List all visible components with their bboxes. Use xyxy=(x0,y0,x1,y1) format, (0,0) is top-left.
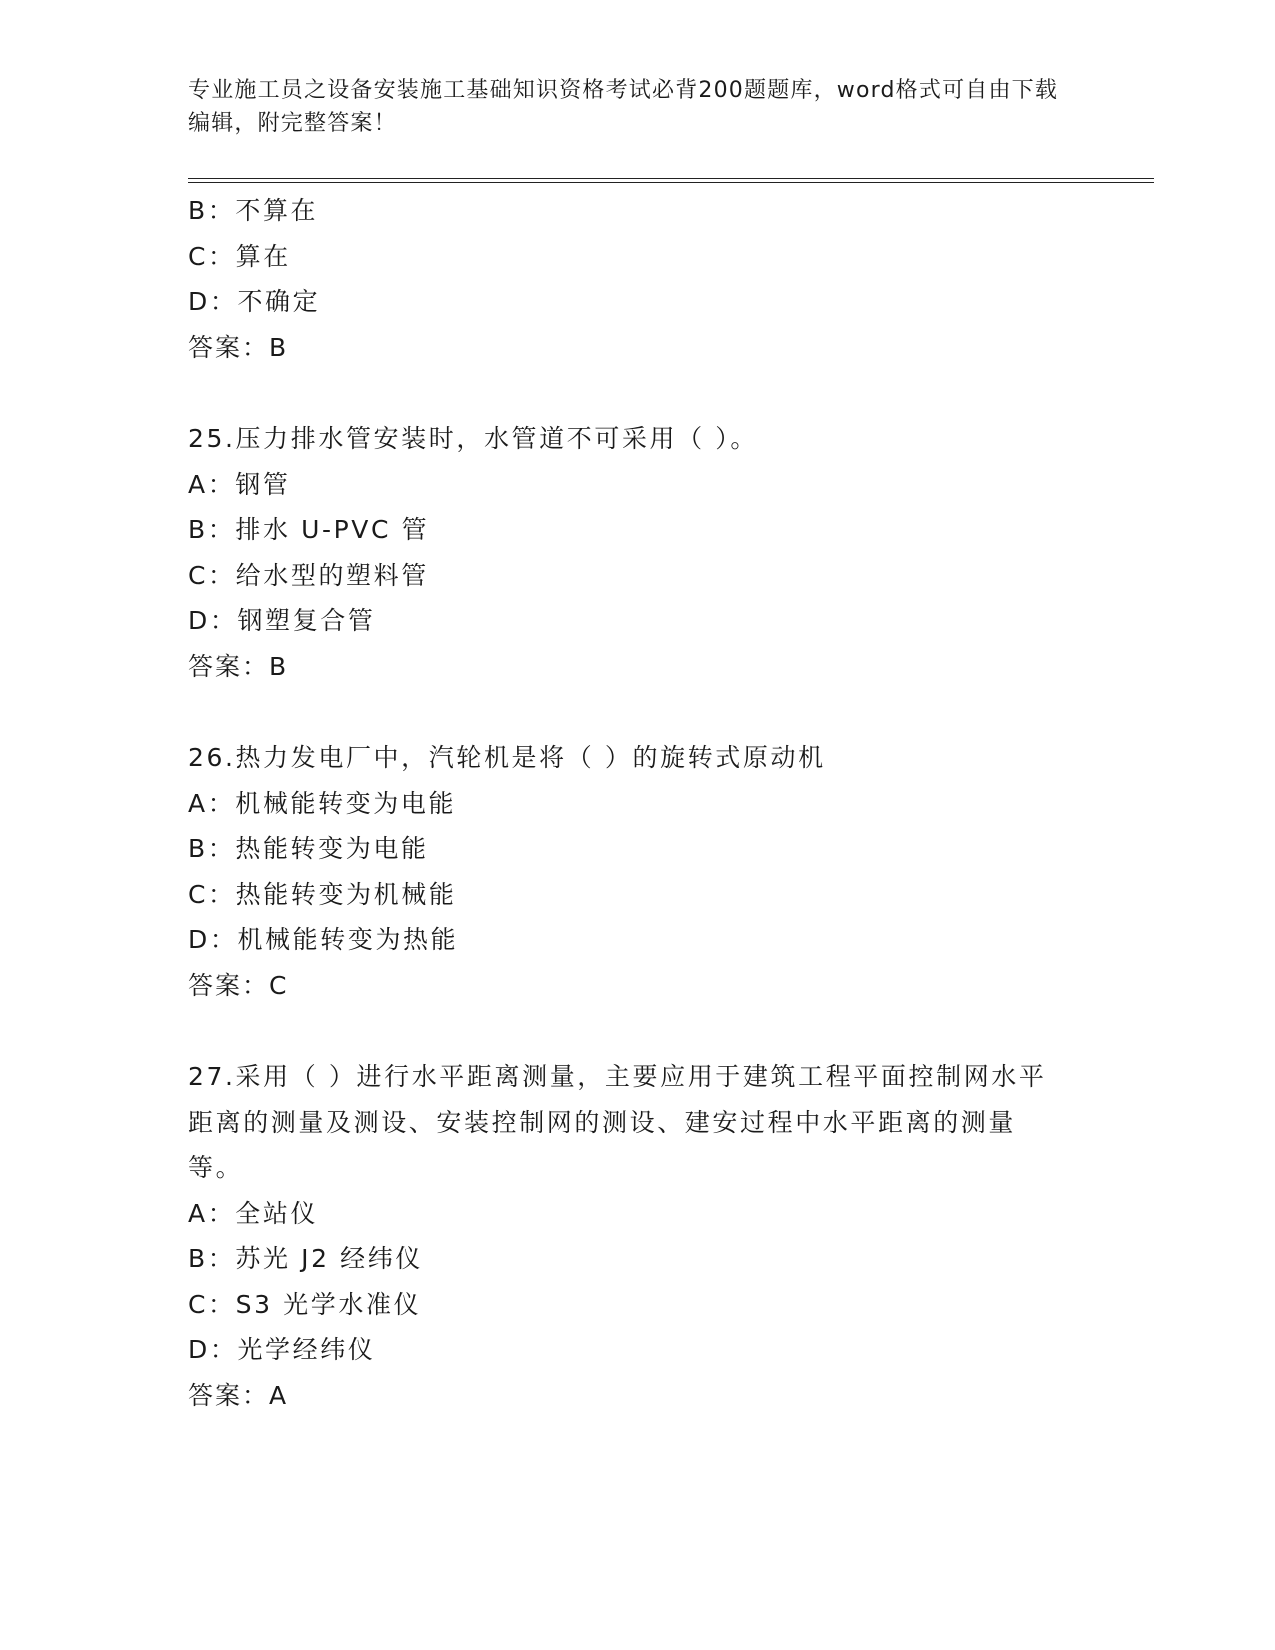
option-b: B：热能转变为电能 xyxy=(188,834,429,863)
spacer xyxy=(188,689,1068,735)
question-26 xyxy=(188,735,1068,1008)
prev-question-block xyxy=(188,188,1068,370)
answer-line: 答案：B xyxy=(188,651,289,681)
option-b: B：排水 U-PVC 管 xyxy=(188,515,430,544)
option-b: B：苏光 J2 经纬仪 xyxy=(188,1244,423,1273)
question-27 xyxy=(188,1054,1068,1418)
option-c: C：热能转变为机械能 xyxy=(188,879,457,909)
spacer xyxy=(188,370,1068,416)
option-d: D：光学经纬仪 xyxy=(188,1335,376,1364)
question-text: 26.热力发电厂中，汽轮机是将（ ）的旋转式原动机 xyxy=(188,743,826,772)
header-rule-bottom xyxy=(188,182,1154,183)
spacer xyxy=(188,1008,1068,1054)
question-content xyxy=(188,188,1068,1418)
question-text: 25.压力排水管安装时，水管道不可采用（ ）。 xyxy=(188,424,759,453)
option-d: D：不确定 xyxy=(188,287,321,316)
option-c: C：算在 xyxy=(188,241,291,271)
option-c: C：给水型的塑料管 xyxy=(188,560,429,590)
document-header: 专业施工员之设备安装施工基础知识资格考试必背200题题库，word格式可自由下载编辑，附完整答案！ xyxy=(188,78,1059,136)
option-a: A：机械能转变为电能 xyxy=(188,788,457,818)
option-b: B：不算在 xyxy=(188,196,319,225)
header-rule-top xyxy=(188,178,1154,179)
option-d: D：机械能转变为热能 xyxy=(188,925,459,954)
option-c: C：S3 光学水准仪 xyxy=(188,1289,422,1319)
question-text: 27.采用（ ）进行水平距离测量，主要应用于建筑工程平面控制网水平距离的测量及测设、安装控制网的测设、建安过程中水平距离的测量等。 xyxy=(188,1062,1047,1182)
answer-line: 答案：C xyxy=(188,970,289,1000)
option-a: A：钢管 xyxy=(188,469,291,499)
option-a: A：全站仪 xyxy=(188,1198,319,1228)
question-25 xyxy=(188,416,1068,689)
answer-line: 答案：A xyxy=(188,1380,289,1410)
answer-line: 答案：B xyxy=(188,332,289,362)
option-d: D：钢塑复合管 xyxy=(188,606,376,635)
